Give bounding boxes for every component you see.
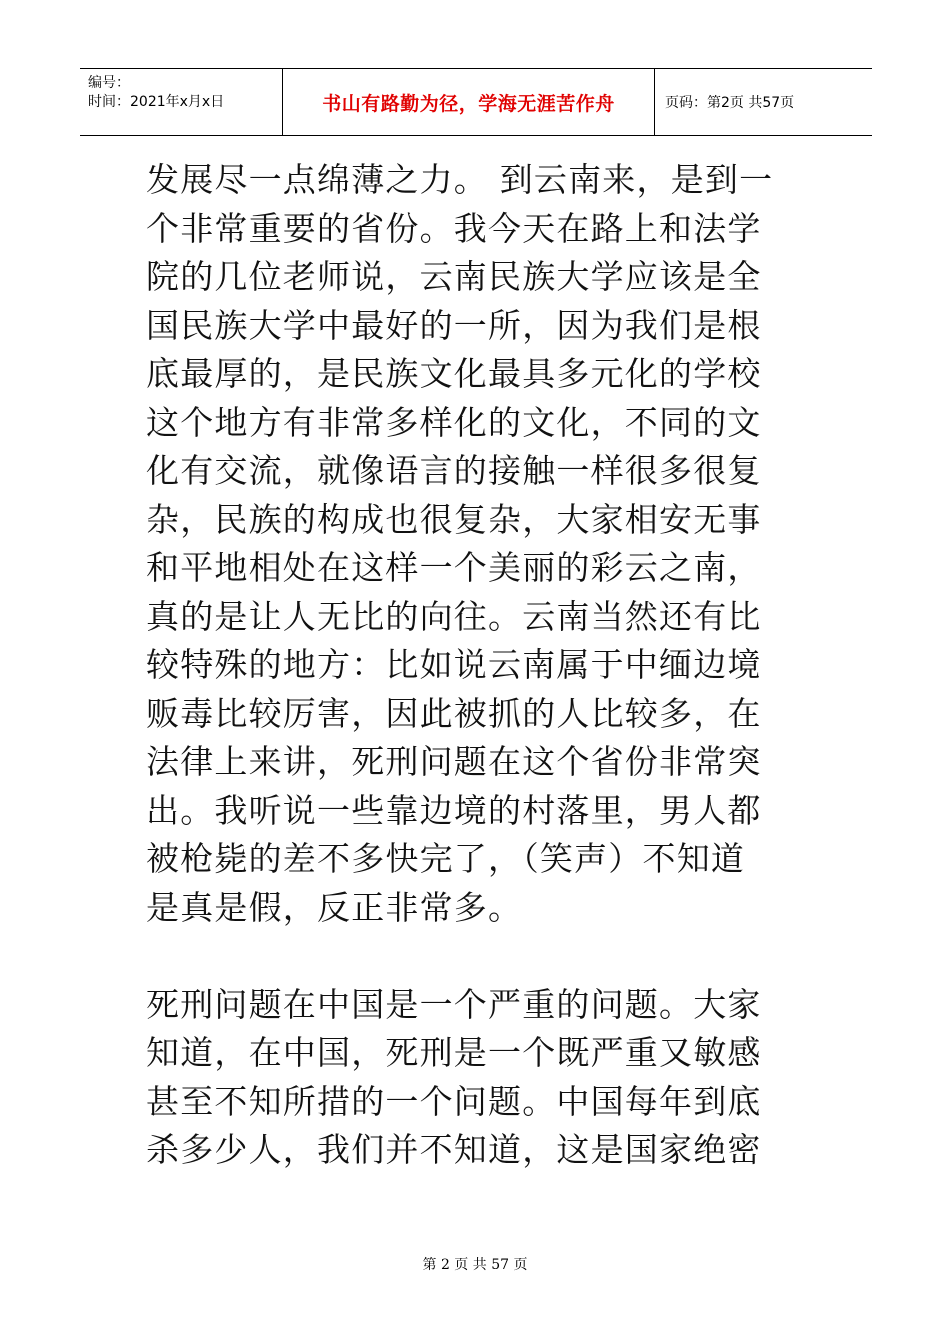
text-line: 出。我听说一些靠边境的村落里，男人都 — [146, 790, 762, 830]
text-line: 化有交流，就像语言的接触一样很多很复 — [146, 451, 762, 490]
text-line: 院的几位老师说，云南民族大学应该是全 — [146, 257, 762, 296]
text-line: 这个地方有非常多样化的文化，不同的文 — [146, 402, 762, 442]
text-line: 较特殊的地方：比如说云南属于中缅边境 — [146, 645, 762, 684]
paragraph-1 — [146, 156, 816, 932]
text-line: 被枪毙的差不多快完了，（笑声）不知道 — [146, 839, 746, 878]
page-header — [80, 68, 872, 136]
text-line: 法律上来讲，死刑问题在这个省份非常突 — [146, 742, 762, 781]
text-line: 知道，在中国，死刑是一个既严重又敏感 — [146, 1033, 762, 1072]
text-line: 发展尽一点绵薄之力。 到云南来，是到一 — [146, 160, 774, 199]
text-line: 是真是假，反正非常多。 — [146, 887, 523, 927]
number-label: 编号： — [88, 75, 130, 91]
text-line: 和平地相处在这样一个美丽的彩云之南， — [146, 548, 762, 587]
paragraph-2 — [146, 981, 816, 1175]
text-line: 甚至不知所措的一个问题。中国每年到底 — [146, 1081, 762, 1121]
text-line: 真的是让人无比的向往。云南当然还有比 — [146, 596, 762, 636]
paragraph-gap — [146, 932, 816, 981]
text-line: 国民族大学中最好的一所，因为我们是根 — [146, 305, 762, 345]
document-body — [146, 156, 816, 1175]
page-footer: 第 2 页 共 57 页 — [422, 1257, 528, 1273]
text-line: 底最厚的，是民族文化最具多元化的学校 — [146, 354, 762, 393]
text-line: 死刑问题在中国是一个严重的问题。大家 — [146, 984, 762, 1024]
text-line: 贩毒比较厉害，因此被抓的人比较多，在 — [146, 693, 762, 733]
time-label: 时间：2021年x月x日 — [88, 94, 225, 110]
text-line: 杀多少人，我们并不知道，这是国家绝密 — [146, 1130, 762, 1169]
header-meta — [80, 69, 283, 135]
text-line: 杂，民族的构成也很复杂，大家相安无事 — [146, 499, 762, 539]
header-motto: 书山有路勤为径，学海无涯苦作舟 — [283, 69, 655, 135]
header-page-info: 页码：第2页 共57页 — [665, 95, 795, 111]
text-line: 个非常重要的省份。我今天在路上和法学 — [146, 208, 762, 248]
